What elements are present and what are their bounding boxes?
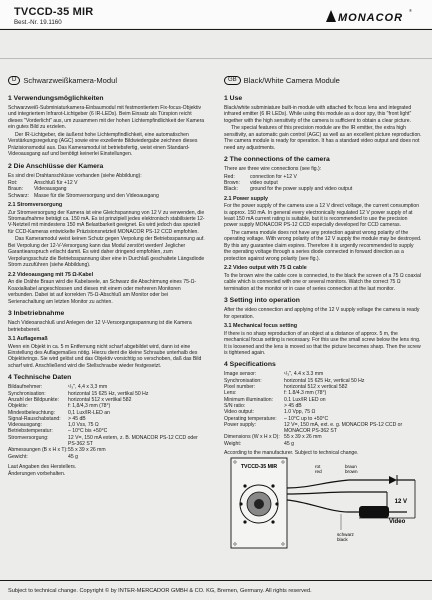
spec-key: Minimum illumination: <box>224 396 273 403</box>
fold-rule <box>0 58 432 59</box>
spec-key: Gewicht: <box>8 453 28 460</box>
de-title: Schwarzweißkamera-Modul <box>23 76 118 85</box>
spec-value: horizontal 15 625 Hz, vertical 50 Hz <box>284 377 365 384</box>
de-wire-key: Schwarz: <box>8 192 29 199</box>
gb-s3-p: After the video connection and applying of the 12 V supply voltage the camera is ready for operation. <box>224 307 420 320</box>
spec-key: Betriebstemperatur: <box>8 428 53 435</box>
product-title: TVCCD-35 MIR <box>14 6 94 18</box>
de-badge: D <box>8 76 20 85</box>
spec-key: Video output: <box>224 409 254 416</box>
de-s31-heading: 3.1 Auflagemaß <box>8 335 48 342</box>
de-s31-p: Wenn ein Objekt in ca. 5 m Entfernung nicht scharf abgebildet wird, dann ist eine Einstellung des Auflagemaßes nötig. Hierzu dient die kleine Schraube unterhalb des Objektivrings. Sie wird gelöst und das Objektiv vorsichtig so verschoben, daß das Bild scharf wird. Anschließend wird die Stellschraube wieder festgesetzt. <box>8 343 202 369</box>
de-wire-val: Videoausgang <box>34 186 67 193</box>
spec-value: 55 x 39 x 26 mm <box>68 447 106 454</box>
english-column <box>224 90 422 457</box>
de-wire-val: Masse für die Stromversorgung und den Videoausgang <box>34 192 159 199</box>
gb-s1-p2: The special features of this precision module are the IR emitter, the extra high sensitivity, an automatic gain control (AGC) as well as an excellent picture reproduction. The camera module is ready for operation. It has a standard video output and does not need any adjustments. <box>224 125 422 151</box>
ir-led-icon <box>243 484 246 487</box>
gb-wire-key: Black: <box>224 186 238 193</box>
brown-wire <box>287 492 387 494</box>
spec-value: 55 x 39 x 26 mm <box>284 434 322 441</box>
gb-s21-heading: 2.1 Power supply <box>224 195 269 202</box>
de-s1-p2: Der IR-Lichtgeber, die äußerst hohe Lichtempfindlichkeit, eine automatischen Verstärkungsregelung (AGC) sowie eine exzellente Bildwiedergabe zeichnen dieses Präzisionsmodul aus. Das Kameramodul ist betriebsfertig, weist einen Standard-Videoausgang auf und benötigt keinerlei Einstellungen. <box>8 131 198 158</box>
de-wire-key: Rot: <box>8 180 18 187</box>
spec-key: Anzahl der Bildpunkte: <box>8 396 59 403</box>
spec-key: Weight: <box>224 440 242 447</box>
spec-key: Abmessungen (B x H x T): <box>8 447 68 454</box>
spec-value: > 45 dB <box>68 415 86 422</box>
de-s2-intro: Es sind drei Drahtanschlüsse vorhanden (siehe Abbildung): <box>8 172 142 179</box>
ir-led-icon <box>271 520 274 523</box>
spec-key: Signal-Rauschabstand: <box>8 415 61 422</box>
gb-s22-p: To the brown wire the cable core is connected, to the black the screen of a 75 Ω coaxial cable which is connected with one or several monitors. Watch the correct 75 Ω termination at the monitor or in case of series connection at the last monitor. <box>224 272 421 292</box>
spec-key: Synchronisation: <box>224 377 262 384</box>
registered-mark: ® <box>409 8 412 13</box>
spec-value: – 10°C up to +50°C <box>284 415 329 422</box>
de-note-2: Änderungen vorbehalten. <box>8 471 66 478</box>
spec-key: Power supply: <box>224 421 256 428</box>
spec-key: S/N ratio: <box>224 402 246 409</box>
spec-value: ¹/₃", 4.4 x 3.3 mm <box>284 371 324 378</box>
gb-s2-heading: 2 The connections of the camera <box>224 156 330 164</box>
gb-wire-val: connection for +12 V <box>250 173 297 180</box>
label-schwarz: schwarz <box>337 532 354 537</box>
de-note-1: Laut Angaben des Herstellers. <box>8 463 77 470</box>
gb-s21-pb: The camera module does not have any protection against wrong polarity of the operating voltage. With wrong polarity of the 12 V supply the module may be destroyed. By this any guarantee claim expires. Therefore it is urgently recommended to supply the operating voltage through a series diode connected in forward direction as a protection against wrong polarity (see fig.). <box>224 229 422 262</box>
gb-wire-val: ground for the power supply and video output <box>250 186 353 193</box>
brand-text: MONACOR <box>338 12 404 24</box>
spec-value: 0.1 Lux/IR LED on <box>284 396 326 403</box>
spec-key: Pixel number: <box>224 384 256 391</box>
de-s21-p: Zur Stromversorgung der Kamera ist eine Gleichspannung von 12 V zu verwenden, die Stromaufnahme beträgt ca. 150 mA. Es ist prinzipiell jedes elektronisch stabilisierte 12-V-Netzteil mit mindestens 150 mA Belastbarkeit geeignet. Es wird jedoch das speziell für CCD-Kameras entwickelte Präzisionsnetzteil MONACOR PS-12 CCD empfohlen. <box>8 209 205 235</box>
bottom-rule <box>0 580 432 581</box>
gb-s1-p1: Black/white subminiature built-in module with attached fix focus lens and integrated infrared emitter (6 IR LEDs). While using this module as a door spy, this "front light" together with the high sensitivity of the camera is sufficient to obtain a clear picture. <box>224 105 412 124</box>
spec-key: Image sensor: <box>224 371 257 378</box>
de-wire-table <box>8 180 159 199</box>
ir-led-icon <box>275 502 278 505</box>
ir-led-icon <box>239 502 242 505</box>
gb-s2-intro: There are three wire connections (see fig.): <box>224 166 322 173</box>
de-s1-p1: Schwarzweiß-Subminiaturkamera-Einbaumodul mit festmontiertem Fix-focus-Objektiv und integriertem Infrarot-Lichtgeber (6 IR-LEDs). Beim Einsatz als Türspion reicht dieses "Vorderlicht" aus, um zusammen mit der hohen Lichtempfindlichkeit der Kamera ein gutes Bild zu erzielen. <box>8 105 205 131</box>
label-rot: rot <box>315 464 321 469</box>
gb-wire-table <box>224 174 352 193</box>
spec-value: f: 1.8/4.3 mm (78°) <box>284 390 327 397</box>
spec-row <box>8 435 206 448</box>
de-spec-table <box>8 384 206 460</box>
label-12v: 12 V <box>394 499 407 505</box>
spec-row <box>224 422 422 435</box>
ir-led-icon <box>271 484 274 487</box>
label-black: black <box>337 537 348 542</box>
spec-value: 45 g <box>284 440 294 447</box>
label-brown: brown <box>345 469 358 474</box>
de-s22-heading: 2.2 Videoausgang mit 75 Ω-Kabel <box>8 271 94 278</box>
spec-value: 12 V=, 150 mA, ext. e. g. MONACOR PS-12 CCD or MONACOR PS-362 ST <box>284 421 403 435</box>
gb-heading <box>224 76 340 85</box>
red-wire <box>287 480 389 488</box>
ir-led-icon <box>243 520 246 523</box>
spec-key: Lens: <box>224 390 237 397</box>
spec-value: > 45 dB <box>284 402 302 409</box>
de-s4-heading: 4 Technische Daten <box>8 374 72 382</box>
spec-key: Dimensions (W x H x D): <box>224 434 280 441</box>
spec-value: ¹/₃", 4,4 x 3,3 mm <box>68 384 108 391</box>
gb-s4-heading: 4 Specifications <box>224 361 276 369</box>
de-s2-heading: 2 Die Anschlüsse der Kamera <box>8 162 104 170</box>
label-braun: braun <box>345 464 357 469</box>
de-s21-heading: 2.1 Stromversorgung <box>8 201 63 208</box>
spec-value: 1.0 Vpp, 75 Ω <box>284 409 316 416</box>
spec-value: 0,1 Lux/IR-LED an <box>68 409 110 416</box>
spec-key: Operating temperature: <box>224 415 277 422</box>
top-rule <box>0 29 432 30</box>
part-number: Best.-Nr. 19.1160 <box>14 19 62 26</box>
spec-value: 12 V=, 150 mA extern, z. B. MONACOR PS-12 CCD oder PS-362 ST <box>68 434 198 448</box>
gb-title: Black/White Camera Module <box>243 76 340 85</box>
gb-s1-heading: 1 Use <box>224 95 243 102</box>
gb-s31-heading: 3.1 Mechanical focus setting <box>224 323 298 330</box>
spec-key: Bildaufnehmer: <box>8 384 43 391</box>
de-s22-p: An die Drähte Braun wird die Kabelseele, an Schwarz die Abschirmung eines 75-Ω-Koaxialkabel angeschlossen und dieses mit einem oder mehreren Monitoren verbunden. Dabei ist auf korrekten 75-Ω-Abschluß am Monitor oder bei Serienschaltung am letzten Monitor zu achten. <box>8 279 197 305</box>
gb-s21-p: For the power supply of the camera use a 12 V direct voltage, the current consumption is approx. 150 mA. In general every electronically regulated 12 V power supply of at least 150 mA current rating is suitable, but it is recommended to use the precision power supply MONACOR PS-12 CCD especially developed for CCD cameras. <box>224 203 420 229</box>
de-s3-p: Nach Videoanschluß und Anlegen der 12 V-Versorgungsspannung ist die Kamera betriebsbereit. <box>8 320 192 333</box>
spec-key: Videoausgang: <box>8 422 42 429</box>
label-red: red <box>315 469 322 474</box>
gb-s3-heading: 3 Setting into operation <box>224 297 300 305</box>
gb-spec-table <box>224 371 422 447</box>
de-wire-key: Braun: <box>8 186 24 193</box>
diagram-model-label: TVCCD-35 MIR <box>240 464 278 470</box>
spec-key: Objektiv: <box>8 403 28 410</box>
spec-value: horizontal 15 625 Hz, vertikal 50 Hz <box>68 390 149 397</box>
spec-value: – 10°C bis +50°C <box>68 428 108 435</box>
spec-value: 1,0 Vss, 75 Ω <box>68 422 99 429</box>
spec-value: 45 g <box>68 453 78 460</box>
spec-key: Synchronisation: <box>8 390 46 397</box>
de-s3-heading: 3 Inbetriebnahme <box>8 310 65 318</box>
gb-s22-heading: 2.2 Video output with 75 Ω cable <box>224 265 307 272</box>
german-column <box>8 90 206 560</box>
gb-wire-key: Brown: <box>224 179 240 186</box>
black-wire <box>287 500 359 512</box>
spec-value: horizontal 512 x vertical 582 <box>284 384 348 391</box>
spec-row <box>224 441 422 447</box>
diode-icon <box>389 476 397 484</box>
de-wire-val: Anschluß für +12 V <box>34 180 78 187</box>
spec-key: Mindestbeleuchtung: <box>8 409 56 416</box>
label-video: Video <box>389 519 406 525</box>
footer-text: Subject to technical change. Copyright © by INTER-MERCADOR GMBH & CO. KG, Bremen, Germany. All rights reserved. <box>8 588 312 594</box>
de-s1-heading: 1 Verwendungsmöglichkeiten <box>8 95 104 102</box>
gb-s31-p: If there is no sharp reproduction of an object at a distance of approx. 5 m, the mechanical focus setting is necessary. For this use the small screw below the lens ring. It is loosened and the lens is moved so that the picture becomes sharp. Then the screw is tightened again. <box>224 330 421 356</box>
gb-wire-val: video output <box>250 179 278 186</box>
monacor-logo <box>326 9 406 23</box>
gb-note: According to the manufacturer. Subject to technical change. <box>224 450 359 457</box>
de-heading <box>8 76 117 85</box>
coax-cable <box>359 506 389 518</box>
gb-wire-key: Red: <box>224 173 235 180</box>
wiring-diagram <box>229 452 425 557</box>
de-s21-pb: Das Kameramodul weist keinen Schutz gegen Verpolung der Betriebsspannung auf. Bei Verpolung der 12-V-Versorgung kann das Modul zerstört werden! Jeglicher Garantieanspruch erlischt damit. Es wird daher dringend empfohlen, zum Verpolungsschutz die Betriebsspannung über eine in Durchlaß geschaltete Längsdiode Strom zuzuführen (siehe Abbildung). <box>8 236 205 269</box>
spec-row <box>8 454 206 460</box>
spec-value: horizontal 512 x vertikal 582 <box>68 396 132 403</box>
gb-badge: GB <box>224 76 241 85</box>
spec-value: f: 1,8/4,3 mm (78°) <box>68 403 111 410</box>
lens-center <box>254 499 264 509</box>
spec-key: Stromversorgung: <box>8 434 49 441</box>
